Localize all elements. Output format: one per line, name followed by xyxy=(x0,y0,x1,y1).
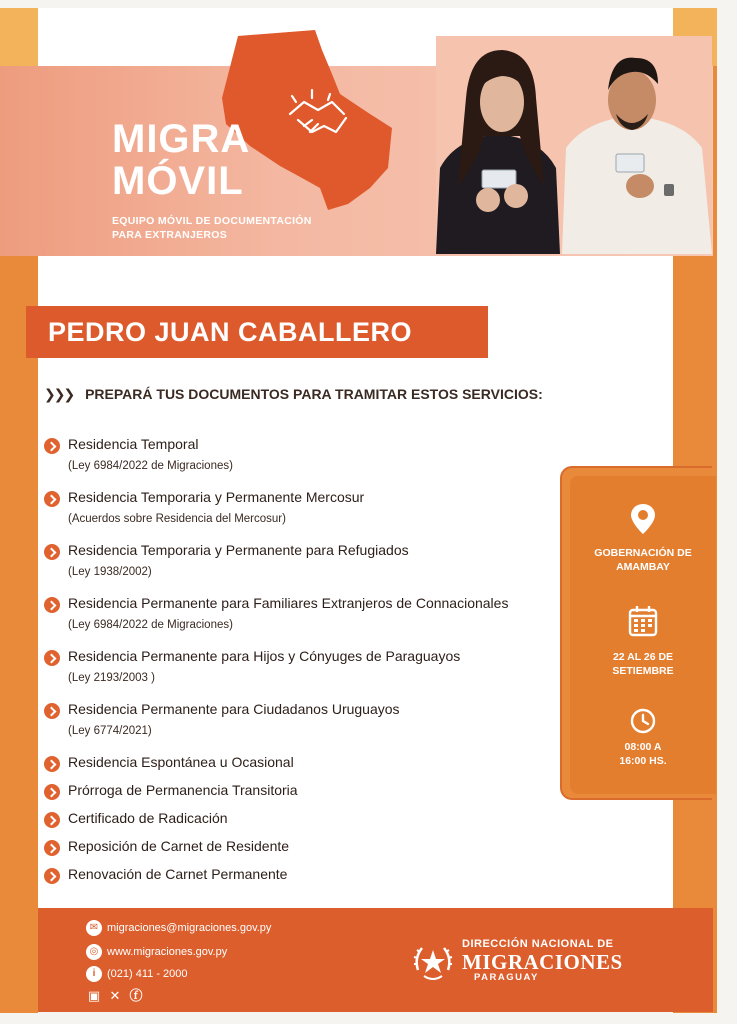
instagram-icon: ▣ xyxy=(87,988,101,1003)
event-dates-line2: SETIEMBRE xyxy=(612,665,674,677)
service-law: (Ley 6774/2021) xyxy=(68,725,152,737)
event-info-card xyxy=(560,466,712,800)
contact-website xyxy=(86,944,227,960)
service-name: Residencia Espontánea u Ocasional xyxy=(68,754,294,770)
chevron-bullet-icon xyxy=(44,544,60,560)
chevron-bullet-icon xyxy=(44,597,60,613)
contact-email-text: migraciones@migraciones.gov.py xyxy=(107,922,272,934)
info-icon: i xyxy=(86,966,102,982)
service-name: Residencia Temporaria y Permanente Mercosur xyxy=(68,489,365,505)
brand-subtitle-line2: PARA EXTRANJEROS xyxy=(112,229,228,241)
service-name: Renovación de Carnet Permanente xyxy=(68,866,288,882)
email-icon: ✉ xyxy=(86,920,102,936)
event-hours-line1: 08:00 A xyxy=(624,741,662,753)
event-hours-line2: 16:00 HS. xyxy=(619,755,667,767)
service-law: (Ley 2193/2003 ) xyxy=(68,672,155,684)
brand-subtitle xyxy=(112,214,312,242)
left-frame-accent xyxy=(0,8,38,68)
event-dates xyxy=(570,650,716,678)
footer xyxy=(38,908,713,1012)
service-name: Residencia Permanente para Ciudadanos Uruguayos xyxy=(68,701,400,717)
event-location-line1: GOBERNACIÓN DE xyxy=(594,547,692,559)
chevron-bullet-icon xyxy=(44,756,60,772)
dnm-logo xyxy=(408,934,648,990)
chevron-bullet-icon xyxy=(44,812,60,828)
service-law: (Acuerdos sobre Residencia del Mercosur) xyxy=(68,513,286,525)
services-heading-text: PREPARÁ TUS DOCUMENTOS PARA TRAMITAR ESTOS SERVICIOS: xyxy=(85,386,543,402)
service-name: Reposición de Carnet de Residente xyxy=(68,838,290,854)
contact-website-text: www.migraciones.gov.py xyxy=(107,946,228,958)
contact-phone xyxy=(86,966,188,982)
service-law: (Ley 6984/2022 de Migraciones) xyxy=(68,619,233,631)
facebook-icon: ⓕ xyxy=(129,988,143,1003)
people-photo xyxy=(436,36,712,254)
brand-subtitle-line1: EQUIPO MÓVIL DE DOCUMENTACIÓN xyxy=(112,215,312,227)
x-icon: ✕ xyxy=(109,988,121,1003)
service-law: (Ley 1938/2002) xyxy=(68,566,152,578)
chevron-bullet-icon xyxy=(44,650,60,666)
city-banner: PEDRO JUAN CABALLERO xyxy=(26,306,488,358)
globe-icon: ◎ xyxy=(86,944,102,960)
national-seal-icon xyxy=(408,936,458,986)
service-name: Prórroga de Permanencia Transitoria xyxy=(68,782,298,798)
chevron-bullet-icon xyxy=(44,840,60,856)
chevron-bullet-icon xyxy=(44,703,60,719)
chevron-bullet-icon xyxy=(44,868,60,884)
clock-icon xyxy=(627,704,659,738)
brand-title xyxy=(112,118,250,202)
service-name: Residencia Temporaria y Permanente para Refugiados xyxy=(68,542,409,558)
location-pin-icon xyxy=(627,502,659,536)
service-name: Residencia Permanente para Familiares Extranjeros de Connacionales xyxy=(68,595,509,611)
event-hours xyxy=(570,740,716,768)
brand-title-line2: MÓVIL xyxy=(112,159,244,203)
brand-title-line1: MIGRA xyxy=(112,117,251,161)
calendar-icon xyxy=(627,604,659,638)
triple-chevron-icon: ❯❯❯ xyxy=(44,386,74,402)
service-name: Residencia Permanente para Hijos y Cónyuges de Paraguayos xyxy=(68,648,461,664)
event-location-line2: AMAMBAY xyxy=(616,561,670,573)
dnm-line2: MIGRACIONES xyxy=(462,950,623,974)
chevron-bullet-icon xyxy=(44,784,60,800)
event-dates-line1: 22 AL 26 DE xyxy=(612,651,674,663)
service-law: (Ley 6984/2022 de Migraciones) xyxy=(68,460,233,472)
chevron-bullet-icon xyxy=(44,438,60,454)
event-info-inner xyxy=(570,476,716,794)
dnm-line1: DIRECCIÓN NACIONAL DE xyxy=(462,938,614,950)
social-links xyxy=(86,988,144,1004)
service-name: Certificado de Radicación xyxy=(68,810,228,826)
contact-phone-text: (021) 411 - 2000 xyxy=(107,968,188,980)
service-name: Residencia Temporal xyxy=(68,436,199,452)
chevron-bullet-icon xyxy=(44,491,60,507)
contact-email xyxy=(86,920,271,936)
event-location xyxy=(570,546,716,574)
services-heading xyxy=(44,386,543,403)
dnm-line3: PARAGUAY xyxy=(474,972,539,983)
